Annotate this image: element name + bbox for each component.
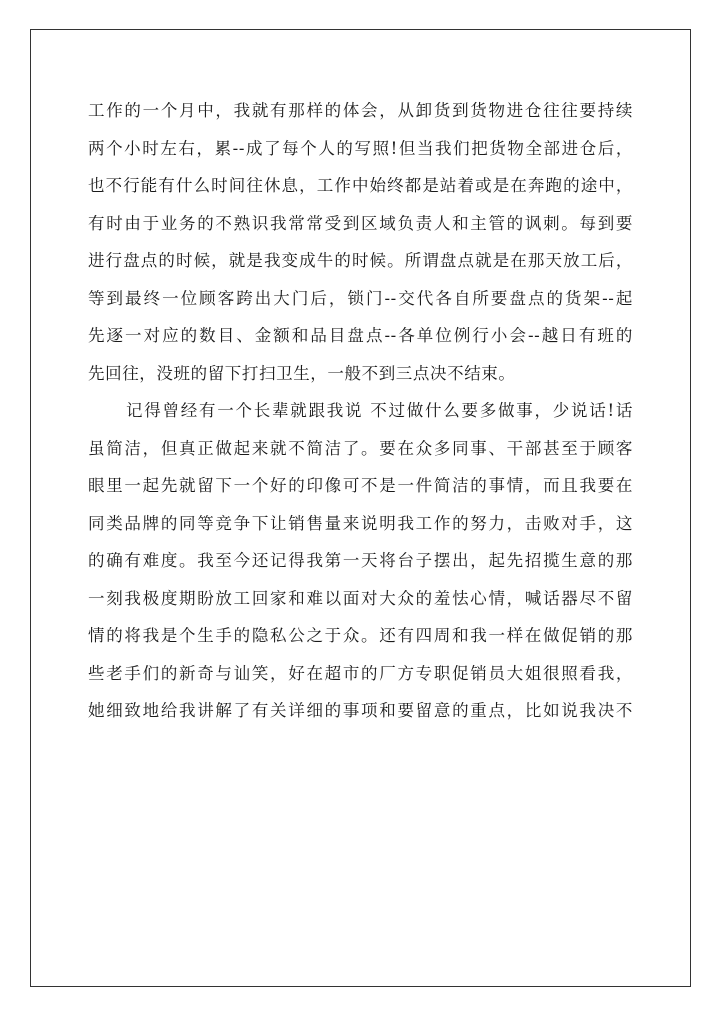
text-line: 她细致地给我讲解了有关详细的事项和要留意的重点，比如说我决不: [88, 701, 633, 720]
text-line: 进行盘点的时候，就是我变成牛的时候。所谓盘点就是在那天放工后，: [88, 251, 633, 270]
document-body: [88, 92, 633, 730]
text-line: 有时由于业务的不熟识我常常受到区域负责人和主管的讽刺。每到要: [88, 213, 633, 233]
text-line: 先逐一对应的数目、金额和品目盘点--各单位例行小会--越日有班的: [88, 326, 633, 345]
text-line: 一刻我极度期盼放工回家和难以面对大众的羞怯心情，喊话器尽不留: [88, 588, 633, 608]
text-line: 也不行能有什么时间往休息，工作中始终都是站着或是在奔跑的途中，: [88, 176, 633, 195]
text-line: 记得曾经有一个长辈就跟我说 不过做什么要多做事，少说话!话: [125, 401, 633, 420]
text-line: 等到最终一位顾客跨出大门后，锁门--交代各自所要盘点的货架--起: [88, 288, 633, 308]
text-line: 两个小时左右，累--成了每个人的写照!但当我们把货物全部进仓后，: [88, 138, 633, 158]
text-line: 同类品牌的同等竞争下让销售量来说明我工作的努力，击败对手，这: [88, 513, 633, 533]
text-line: 些老手们的新奇与讪笑，好在超市的厂方专职促销员大姐很照看我，: [88, 663, 633, 683]
text-line: 情的将我是个生手的隐私公之于众。还有四周和我一样在做促销的那: [88, 626, 633, 645]
paragraph-2: [88, 392, 633, 730]
text-line: 虽简洁，但真正做起来就不简洁了。要在众多同事、干部甚至于顾客: [88, 438, 633, 458]
text-line: 先回往，没班的留下打扫卫生，一般不到三点决不结束。: [88, 363, 516, 383]
paragraph-1: [88, 92, 633, 392]
text-line: 的确有难度。我至今还记得我第一天将台子摆出，起先招揽生意的那: [88, 551, 633, 570]
text-line: 眼里一起先就留下一个好的印像可不是一件简洁的事情，而且我要在: [88, 476, 633, 495]
text-line: 工作的一个月中，我就有那样的体会，从卸货到货物进仓往往要持续: [88, 101, 633, 120]
